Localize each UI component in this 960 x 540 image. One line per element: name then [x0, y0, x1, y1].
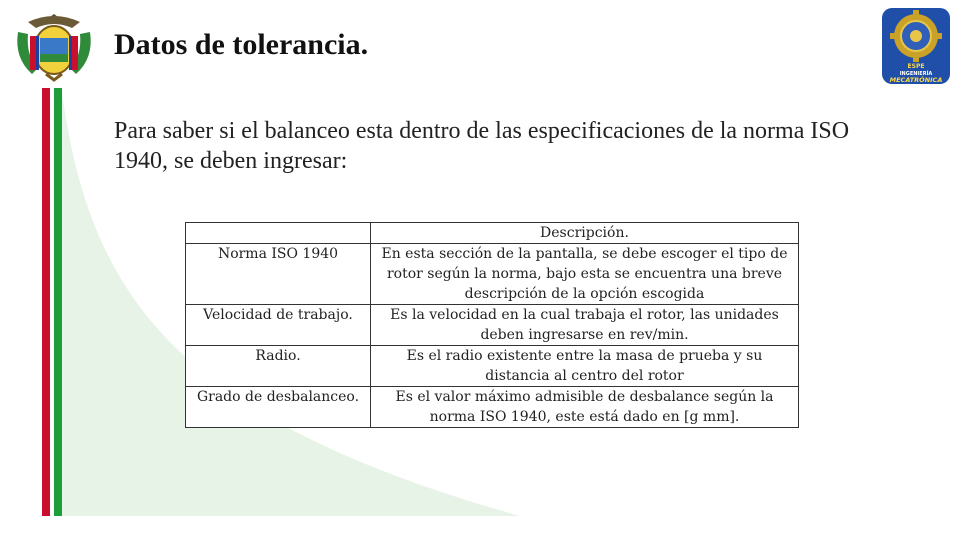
table-header-row	[186, 223, 799, 244]
espe-mecatronica-gear-icon	[880, 6, 952, 86]
param-cell: Velocidad de trabajo.	[186, 305, 371, 346]
table-row	[186, 305, 799, 346]
tolerance-table	[185, 222, 799, 428]
table-row	[186, 346, 799, 387]
description-cell: En esta sección de la pantalla, se debe escoger el tipo de rotor según la norma, bajo esta se encuentra una breve descripción de la opción escogida	[371, 244, 799, 305]
param-cell: Radio.	[186, 346, 371, 387]
table-row	[186, 387, 799, 428]
description-cell: Es la velocidad en la cual trabaja el rotor, las unidades deben ingresarse en rev/min.	[371, 305, 799, 346]
param-cell: Grado de desbalanceo.	[186, 387, 371, 428]
header-parameter	[186, 223, 371, 244]
logo-text-espe: ESPE	[907, 63, 925, 70]
table-row	[186, 244, 799, 305]
intro-paragraph: Para saber si el balanceo esta dentro de las especificaciones de la norma ISO 1940, se deben ingresar:	[114, 118, 850, 174]
param-cell: Norma ISO 1940	[186, 244, 371, 305]
page-title: Datos de tolerancia.	[114, 28, 369, 61]
flag-stripe-green	[54, 88, 62, 516]
ecuador-coat-of-arms-icon	[10, 8, 98, 84]
logo-text-mecatronica: MECATRÓNICA	[889, 76, 943, 84]
description-cell: Es el valor máximo admisible de desbalance según la norma ISO 1940, este está dado en [g mm].	[371, 387, 799, 428]
flag-stripe-red	[42, 88, 50, 516]
logo-text-ingenieria: INGENIERÍA	[899, 71, 933, 77]
header-description: Descripción.	[371, 223, 799, 244]
description-cell: Es el radio existente entre la masa de prueba y su distancia al centro del rotor	[371, 346, 799, 387]
